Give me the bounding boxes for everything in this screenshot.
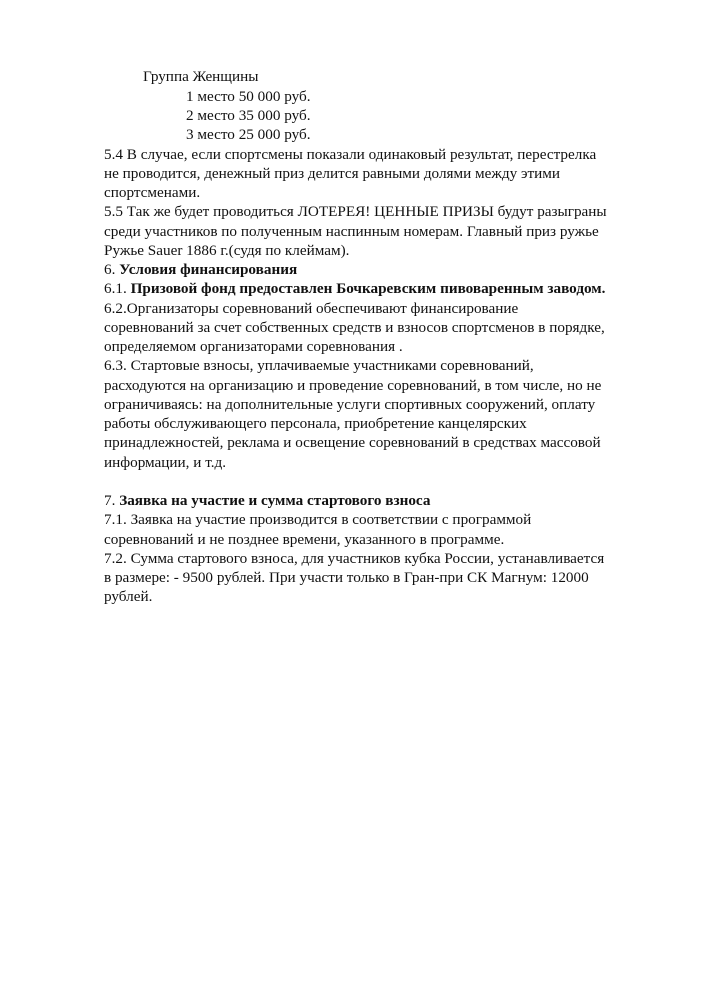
- item-5-4-line: не проводится, денежный приз делится равными долями между этими: [104, 165, 561, 182]
- place-2: 2 место 35 000 руб.: [186, 107, 311, 124]
- section-7-heading: [104, 491, 430, 510]
- item-6-1-number: 6.1.: [104, 280, 131, 297]
- item-6-2-line: 6.2.Организаторы соревнований обеспечивают финансирование: [104, 300, 519, 317]
- section-7-number: 7.: [104, 492, 120, 509]
- item-6-3-line: расходуются на организацию и проведение соревнований, в том числе, но не: [104, 377, 602, 394]
- item-7-1-line: соревнований и не позднее времени, указанного в программе.: [104, 531, 505, 548]
- section-6-number: 6.: [104, 261, 120, 278]
- item-5-5-line: 5.5 Так же будет проводиться ЛОТЕРЕЯ! ЦЕННЫЕ ПРИЗЫ будут разыграны: [104, 203, 607, 220]
- group-title: Группа Женщины: [143, 68, 259, 85]
- item-5-4-line: спортсменами.: [104, 184, 201, 201]
- item-6-2-line: определяемом организаторами соревнования .: [104, 338, 403, 355]
- place-3: 3 место 25 000 руб.: [186, 126, 311, 143]
- item-6-1: [104, 279, 605, 298]
- item-7-1-line: 7.1. Заявка на участие производится в соответствии с программой: [104, 511, 532, 528]
- item-6-1-text: Призовой фонд предоставлен Бочкаревским пивоваренным заводом.: [130, 280, 606, 297]
- item-7-2-line: в размере: - 9500 рублей. При участи только в Гран-при СК Магнум: 12000: [104, 569, 589, 586]
- item-7-2-line: 7.2. Сумма стартового взноса, для участников кубка России, устанавливается: [104, 550, 605, 567]
- item-6-3-line: работы обслуживающего персонала, приобретение канцелярских: [104, 415, 527, 432]
- item-5-4-line: 5.4 В случае, если спортсмены показали одинаковый результат, перестрелка: [104, 146, 597, 163]
- place-1: 1 место 50 000 руб.: [186, 88, 311, 105]
- item-6-3-line: 6.3. Стартовые взносы, уплачиваемые участниками соревнований,: [104, 357, 534, 374]
- item-5-5-line: Ружье Sauer 1886 г.(судя по клеймам).: [104, 242, 350, 259]
- item-6-3-line: ограничиваясь: на дополнительные услуги спортивных сооружений, оплату: [104, 396, 596, 413]
- section-6-heading: [104, 260, 297, 279]
- item-6-2-line: соревнований за счет собственных средств и взносов спортсменов в порядке,: [104, 319, 605, 336]
- item-6-3-line: информации, и т.д.: [104, 454, 227, 471]
- item-7-2-line: рублей.: [104, 588, 153, 605]
- section-6-title: Условия финансирования: [119, 261, 298, 278]
- item-6-3-line: принадлежностей, реклама и освещение соревнований в средствах массовой: [104, 434, 601, 451]
- section-7-title: Заявка на участие и сумма стартового взноса: [119, 492, 431, 509]
- item-5-5-line: среди участников по полученным наспинным номерам. Главный приз ружье: [104, 223, 599, 240]
